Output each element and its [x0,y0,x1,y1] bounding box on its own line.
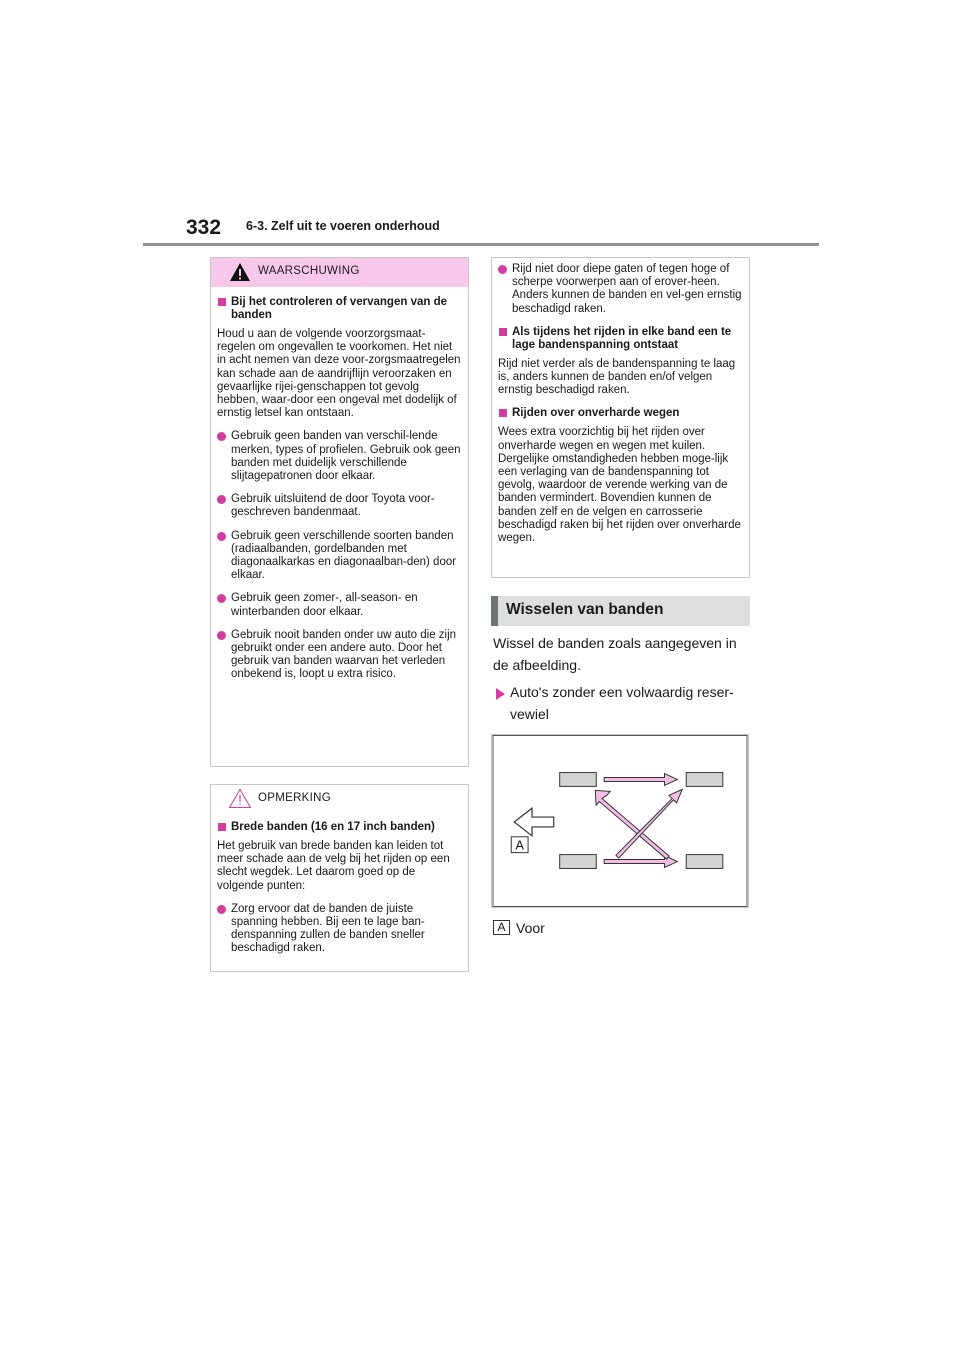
warning-bullet: Gebruik geen banden van verschil-lende merken, types of profielen. Gebruik ook geen banden met duidelijk verschillende slijtagepatronen door elkaar. [217,430,462,483]
warning-bullet: Gebruik geen zomer-, all-season- en winterbanden door elkaar. [217,592,462,618]
note-bullet: Zorg ervoor dat de banden de juiste spanning hebben. Bij een te lage ban-denspanning zullen de banden sneller beschadigd raken. [217,903,462,956]
note-box [210,784,469,972]
warning-bullet: Gebruik nooit banden onder uw auto die zijn gebruikt onder een andere auto. Door het gebruik van banden waarvan het verleden onbekend is, loopt u extra risico. [217,629,462,682]
warning-subheading: Rijden over onverharde wegen [498,407,743,420]
warning-bullet: Gebruik uitsluitend de door Toyota voor-geschreven bandenmaat. [217,493,462,519]
legend-badge: A [493,920,510,935]
warning-title: WAARSCHUWING [258,265,360,277]
section-intro: Wissel de banden zoals aangegeven in de afbeelding. [493,635,737,673]
warning-box [210,257,469,767]
diagram-label: A [515,837,524,853]
warning-intro: Houd u aan de volgende voorzorgsmaat-regelen om ongevallen te voorkomen. Het niet in acht nemen van deze voor-zorgsmaatregelen kan schade aan de aandrijflijn veroorzaken en gevaarlijke rijei-genschappen tot gevolg hebben, waar-door een ongeval met dodelijk of ernstig letsel kan ontstaan. [217,328,461,420]
section-heading [491,596,750,626]
note-header [211,785,468,815]
warning-header [211,258,468,287]
page-number: 332 [186,216,222,239]
note-heading: Brede banden (16 en 17 inch banden) [217,821,462,834]
section-title: 6-3. Zelf uit te voeren onderhoud [246,219,440,233]
section-item: Auto's zonder een volwaardig reser-vewiel [510,684,734,722]
legend-text: Voor [516,920,545,936]
triangle-bullet-icon [496,688,505,700]
warning-continued-box [491,257,750,578]
warning-bullet: Gebruik geen verschillende soorten banden (radiaalbanden, gordelbanden met diagonaalkarkas en diagonaalban-den) door elkaar. [217,530,462,583]
section-heading-bar [491,596,498,626]
tire-rotation-diagram [491,734,749,908]
rear-right-tire [686,855,723,869]
warning-bullet: Rijd niet door diepe gaten of tegen hoge of scherpe voorwerpen aan of erover-heen. Anders kunnen de banden en vel-gen ernstig beschadigd raken. [498,263,743,316]
header-rule [143,243,819,246]
warning-heading: Bij het controleren of vervangen van de banden [217,296,462,322]
note-intro: Het gebruik van brede banden kan leiden tot meer schade aan de velg bij het rijden op een slecht wegdek. Let daarom goed op de volgende punten: [217,840,450,892]
rear-left-tire [560,855,597,869]
caution-outline-icon [228,788,252,809]
section-heading-title: Wisselen van banden [506,601,664,618]
front-right-tire [686,773,723,787]
front-left-tire [560,773,597,787]
warning-paragraph: Rijd niet verder als de bandenspanning te laag is, anders kunnen de banden en/of velgen ernstig beschadigd raken. [498,357,736,397]
warning-subheading: Als tijdens het rijden in elke band een te lage bandenspanning ontstaat [498,326,743,352]
warning-triangle-icon [229,262,251,282]
warning-paragraph: Wees extra voorzichtig bij het rijden over onverharde wegen en wegen met kuilen. Dergelijke omstandigheden hebben moge-lijk een verlaging van de bandenspanning tot gevolg, waardoor de verende werking van de banden vermindert. Bovendien kunnen de banden zelf en de velgen en carrosserie beschadigd raken bij het rijden over onverharde wegen. [498,426,741,545]
note-title: OPMERKING [258,792,331,804]
